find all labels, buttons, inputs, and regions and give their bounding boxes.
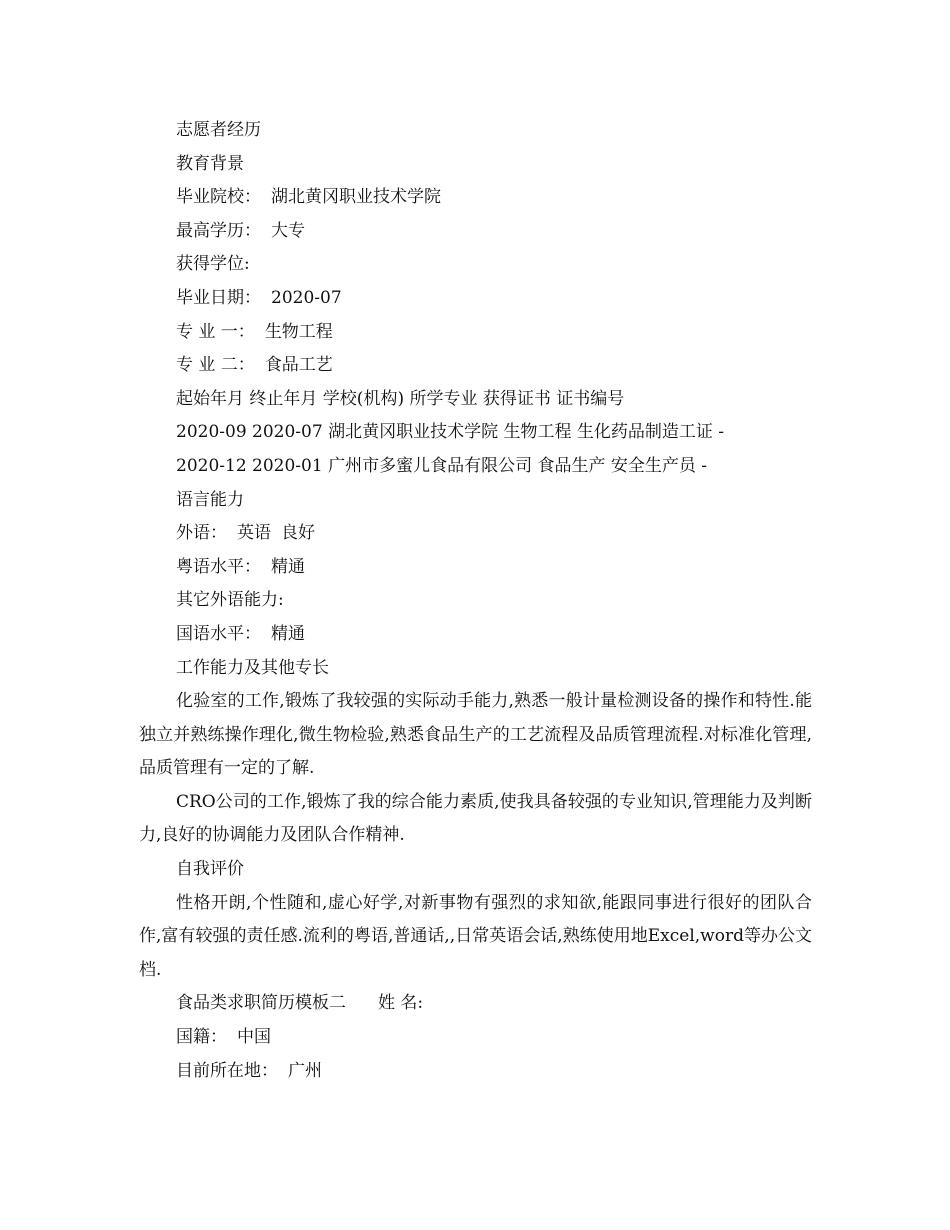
cantonese-row <box>139 551 812 585</box>
grad-date-value: 2020-07 <box>271 287 342 308</box>
skills-paragraph-1: 化验室的工作,锻炼了我较强的实际动手能力,熟悉一般计量检测设备的操作和特性.能独立并熟练操作理化,微生物检验,熟悉食品生产的工艺流程及品质管理流程.对标准化管理,品质管理有一定的了解. <box>139 691 812 779</box>
skills-heading-text: 工作能力及其他专长 <box>176 657 329 678</box>
training-row-1 <box>139 416 812 450</box>
location-value: 广州 <box>288 1060 322 1081</box>
major1-row <box>139 316 812 350</box>
location-row <box>139 1055 812 1089</box>
mandarin-row <box>139 618 812 652</box>
training-row-1-text: 2020-09 2020-07 湖北黄冈职业技术学院 生物工程 生化药品制造工证 - <box>176 422 725 443</box>
skills-paragraph-2: CRO公司的工作,锻炼了我的综合能力素质,使我具备较强的专业知识,管理能力及判断力,良好的协调能力及团队合作精神. <box>139 791 812 846</box>
mandarin-label: 国语水平： <box>176 623 261 644</box>
major1-label: 专 业 一： <box>176 321 255 342</box>
education-heading <box>139 148 812 182</box>
school-row <box>139 181 812 215</box>
grad-date-label: 毕业日期： <box>176 287 261 308</box>
language-heading-text: 语言能力 <box>176 489 244 510</box>
language-heading <box>139 484 812 518</box>
nationality-value: 中国 <box>237 1027 271 1048</box>
name-label: 姓 名: <box>378 993 424 1014</box>
self-evaluation-heading-text: 自我评价 <box>176 859 244 880</box>
training-row-2 <box>139 450 812 484</box>
foreign-language-level: 良好 <box>281 523 315 544</box>
location-label: 目前所在地： <box>176 1060 278 1081</box>
other-language-row <box>139 584 812 618</box>
template-title: 食品类求职简历模板二 <box>176 993 346 1014</box>
foreign-language-value: 英语 <box>237 523 271 544</box>
major2-row <box>139 349 812 383</box>
school-label: 毕业院校： <box>176 187 261 208</box>
self-evaluation-paragraph: 性格开朗,个性随和,虚心好学,对新事物有强烈的求知欲,能跟同事进行很好的团队合作,富有较强的责任感.流利的粤语,普通话,,日常英语会话,熟练使用地Excel,word等办公文档. <box>139 892 812 980</box>
foreign-language-label: 外语： <box>176 523 227 544</box>
degree-label: 最高学历： <box>176 220 261 241</box>
nationality-label: 国籍： <box>176 1027 227 1048</box>
grad-date-row <box>139 282 812 316</box>
degree-value: 大专 <box>271 220 305 241</box>
template-title-row <box>139 987 812 1021</box>
volunteer-heading <box>139 114 812 148</box>
school-value: 湖北黄冈职业技术学院 <box>271 187 441 208</box>
resume-content <box>139 114 812 1088</box>
training-header-row <box>139 383 812 417</box>
degree-row <box>139 215 812 249</box>
education-heading-text: 教育背景 <box>176 153 244 174</box>
cantonese-value: 精通 <box>271 556 305 577</box>
skills-heading <box>139 652 812 686</box>
major2-label: 专 业 二： <box>176 355 255 376</box>
title-label: 获得学位: <box>176 254 250 275</box>
training-row-2-text: 2020-12 2020-01 广州市多蜜儿食品有限公司 食品生产 安全生产员 - <box>176 455 708 476</box>
training-header-text: 起始年月 终止年月 学校(机构) 所学专业 获得证书 证书编号 <box>176 388 625 409</box>
mandarin-value: 精通 <box>271 623 305 644</box>
major1-value: 生物工程 <box>264 321 333 342</box>
cantonese-label: 粤语水平： <box>176 556 261 577</box>
other-language-label: 其它外语能力: <box>176 590 284 611</box>
volunteer-heading-text: 志愿者经历 <box>176 120 261 140</box>
title-row <box>139 248 812 282</box>
foreign-language-row <box>139 517 812 551</box>
nationality-row <box>139 1021 812 1055</box>
major2-value: 食品工艺 <box>264 355 333 376</box>
self-evaluation-heading <box>139 853 812 887</box>
